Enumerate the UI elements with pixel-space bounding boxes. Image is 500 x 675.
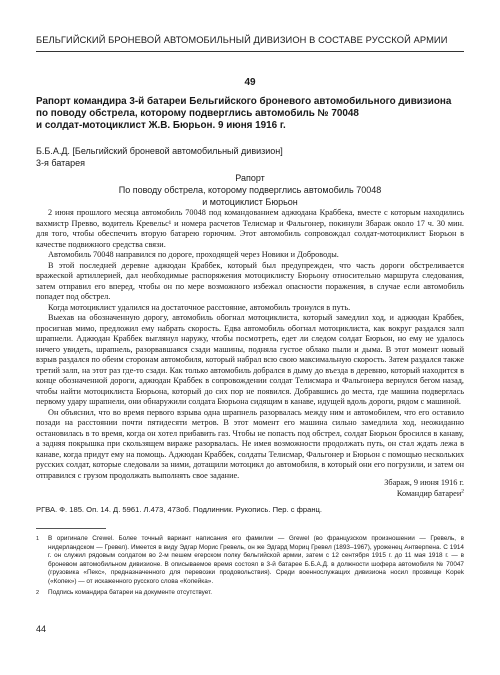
body-paragraph: Автомобиль 70048 направился по дороге, проходящей через Новики и Доброводы. bbox=[48, 250, 339, 259]
document-title bbox=[36, 96, 464, 132]
footnote-text: В оригинале Crewel. Более точный вариант написания его фамилии — Grewel (во французском произношении — Гревель, в нидерландском — Гревел). Имеется в виду Эдгар Морис Гревель, он же Эдгард Мориц Гревел (1893–1967), уроженец Антверпена. С 1914 г. он служил рядовым солдатом во 2-м пешем егерском полку бельгийской армии, затем с 12 сентября 1915 г. до 11 мая 1918 г. — в броневом автомобильном дивизионе. В описываемое время состоял в 3-й батарее Б.Б.А.Д. в должности шофера автомобиля № 70047 (грузовика «Пекс», предназначенного для перевозки продовольствия). Среди военнослужащих дивизиона носил прозвище Kopek («Копек») — от искаженного русского слова «Копейка». bbox=[48, 535, 464, 585]
page-number: 44 bbox=[36, 624, 47, 634]
body-paragraph: Когда мотоциклист удалился на достаточное расстояние, автомобиль тронулся в путь. bbox=[48, 302, 351, 312]
document-title-line: и солдат-мотоциклист Ж.В. Бюрьон. 9 июня 1916 г. bbox=[36, 120, 286, 131]
header-divider bbox=[36, 51, 464, 52]
document-title-line: по поводу обстрела, которому подверглись автомобиль № 70048 bbox=[36, 108, 359, 119]
sender-line: Б.Б.А.Д. [Бельгийский броневой автомобильный дивизион] bbox=[36, 146, 283, 156]
footnote-text: Подпись командира батареи на документе отсутствует. bbox=[48, 588, 213, 596]
footnote-divider bbox=[36, 528, 106, 529]
signature-block bbox=[384, 478, 464, 499]
sender-line: 3-я батарея bbox=[36, 158, 86, 168]
archive-reference: РГВА. Ф. 185. Оп. 14. Д. 5961. Л.473, 473об. Подлинник. Рукопись. Пер. с франц. bbox=[36, 505, 322, 514]
report-body bbox=[36, 208, 464, 481]
body-paragraph: 2 июня прошлого месяца автомобиль 70048 под командованием аджюдана Краббека, вместе с которым находились вахмистр Превво, водитель Кревельс¹ и номера расчетов Телисмар и Фальгонер, покинули Збараж около 17 ч. 30 мин. для того, чтобы обеспечить вторую батарею горючим. Этот автомобиль сопровождал солдат-мотоциклист Бюрьон в качестве подвижного средства связи. bbox=[36, 208, 464, 249]
document-number: 49 bbox=[244, 77, 256, 88]
body-paragraph: Он объяснил, что во время первого взрыва одна шрапнель разорвалась между ним и автомобилем, что его оставило позади на расстоянии почти пятидесяти метров. В этот момент его машина сильно замедлила ход, неожиданно остановилась в то время, когда он хотел прибавить газ. Чтобы не попасть под обстрел, солдат Бюрьон бросился в канаву, а задняя покрышка при скользящем вираже разорвалась. Не имея возможности продолжать путь, он стал ждать лежа в канаве, когда придут ему на помощь. Аджюдан Краббек, солдаты Телисмар, Фальгонер и Бюрьон с помощью нескольких русских солдат, которые следовали за ними, дотащили мотоцикл до автомобиля, в который они его погрузили, и затем он отправился с грузом продолжать выполнять свое задание. bbox=[36, 407, 464, 480]
footnote-reference: 2 bbox=[461, 487, 464, 494]
running-header: БЕЛЬГИЙСКИЙ БРОНЕВОЙ АВТОМОБИЛЬНЫЙ ДИВИЗИОН В СОСТАВЕ РУССКОЙ АРМИИ bbox=[36, 35, 448, 45]
body-paragraph: Выехав на обозначенную дорогу, автомобиль обогнал мотоциклиста, который замедлил ход, и аджюдан Краббек, просигнав мимо, предложил ему набрать скорость. Едва автомобиль обогнал мотоциклиста, как вокруг раздался залп шрапнели. Аджюдан Краббек выглянул наружу, чтобы посмотреть, едет ли следом солдат Бюрьон, но ему не удалось ничего увидеть, шрапнель, разорвавшаяся сзади машины, подняла густое облако пыли и дыма. В этот момент новый взрыв раздался по обеим сторонам автомобиля, который набрал всю свою максимальную скорость. Затем раздался также третий залп, на этот раз где-то сзади. Как только автомобиль добрался в дыму до въезда в деревню, который находится в конце обозначенной дороги, аджюдан Краббек в сопровождении солдат Телисмара и Фальгонера вернулся бегом назад, чтобы найти мотоциклиста Бюрьона, который до сих пор не появился. Добравшись до места, где машина подверглась первому удару шрапнели, они обнаружили солдата Бюрьона сидящим в канаве, идущей вдоль дороги, рядом с машиной. bbox=[36, 313, 464, 406]
document-title-line: Рапорт командира 3-й батареи Бельгийского броневого автомобильного дивизиона bbox=[36, 96, 452, 107]
footnote-mark: 2 bbox=[36, 589, 40, 596]
footnote bbox=[36, 535, 464, 587]
signature-place-date: Збараж, 9 июня 1916 г. bbox=[384, 478, 464, 487]
sender-block bbox=[36, 145, 464, 169]
body-paragraph: В этой последней деревне аджюдан Краббек, который был предупрежден, что часть дороги обстреливается вражеской артиллерией, дал необходимые распоряжения мотоциклисту Бюрьону относительно маршрута следования, затем отправил его вперед, чтобы он по мере возможного избежал опасности поражения, в случае если автомобиль попадет под обстрел. bbox=[36, 260, 464, 301]
footnote bbox=[36, 589, 464, 598]
subject-heading: Рапорт bbox=[235, 173, 265, 183]
footnotes bbox=[36, 535, 464, 599]
signature-rank bbox=[384, 489, 464, 500]
signature-rank-text: Командир батареи bbox=[396, 488, 462, 498]
subject-block bbox=[0, 172, 500, 208]
subject-line: По поводу обстрела, которому подверглись автомобиль 70048 bbox=[118, 185, 382, 195]
footnote-mark: 1 bbox=[36, 536, 40, 542]
subject-line: и мотоциклист Бюрьон bbox=[202, 197, 298, 207]
